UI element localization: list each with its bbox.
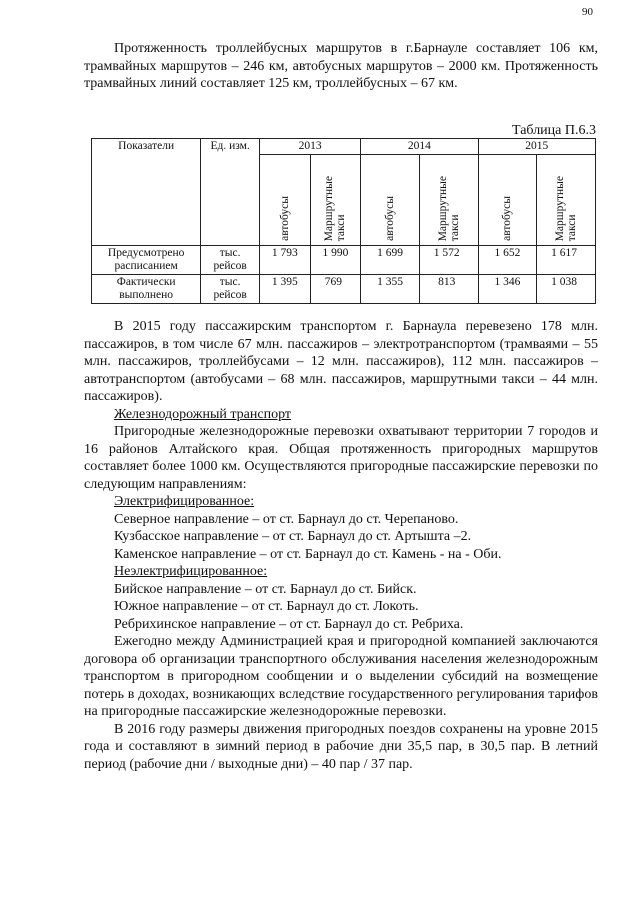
intro-paragraph bbox=[84, 40, 598, 93]
table-cell: 813 bbox=[419, 275, 478, 304]
table-cell: 769 bbox=[310, 275, 361, 304]
header-unit: Ед. изм. bbox=[201, 139, 260, 246]
row-unit: тыс. рейсов bbox=[201, 275, 260, 304]
direction-item: Северное направление – от ст. Барнаул до ст. Черепаново. bbox=[114, 511, 459, 527]
table-cell: 1 617 bbox=[537, 246, 596, 275]
row-label: Предусмотрено расписанием bbox=[92, 246, 201, 275]
table-row bbox=[92, 275, 596, 304]
table-cell: 1 990 bbox=[310, 246, 361, 275]
table-cell: 1 346 bbox=[478, 275, 537, 304]
paragraph-2015: В 2015 году пассажирским транспортом г. Барнаула перевезено 178 млн. пассажиров, в том числе 67 млн. пассажиров – электротранспортом (трамваями – 55 млн. пассажиров, троллейбусами – 12 млн. пассажиров), 112 млн. пассажиров – автотранспортом (автобусами – 68 млн. пассажиров, маршрутными такси – 44 млн. пассажиров). bbox=[84, 319, 598, 404]
header-year: 2013 bbox=[259, 139, 360, 155]
table-cell: 1 355 bbox=[361, 275, 420, 304]
table-cell: 1 699 bbox=[361, 246, 420, 275]
contracts-paragraph: Ежегодно между Администрацией края и пригородной компанией заключаются договора об организации транспортного обслуживания населения железнодорожным транспортом в пригородном сообщении и о выделении субсидий на возмещение потерь в доходах, возникающих вследствие государственного регулирования тарифов на пригородные пассажирские железнодорожные перевозки. bbox=[84, 634, 598, 719]
row-label: Фактически выполнено bbox=[92, 275, 201, 304]
subheader-bus: автобусы bbox=[259, 155, 310, 246]
direction-item: Бийское направление – от ст. Барнаул до ст. Бийск. bbox=[114, 581, 417, 597]
header-indicators: Показатели bbox=[92, 139, 201, 246]
table-cell: 1 572 bbox=[419, 246, 478, 275]
schedule-paragraph: В 2016 году размеры движения пригородных поездов сохранены на уровне 2015 года и составляют в зимний период в рабочие дни 35,5 пар, в 30,5 пар. В летний период (рабочие дни / выходные дни) – 40 пар / 37 пар. bbox=[84, 721, 598, 772]
table-cell: 1 038 bbox=[537, 275, 596, 304]
page-number: 90 bbox=[582, 6, 593, 18]
rail-heading: Железнодорожный транспорт bbox=[114, 406, 292, 422]
table-header-row bbox=[92, 139, 596, 155]
row-unit: тыс. рейсов bbox=[201, 246, 260, 275]
direction-item: Кузбасское направление – от ст. Барнаул до ст. Артышта –2. bbox=[114, 529, 472, 544]
table-row bbox=[92, 246, 596, 275]
intro-text: Протяженность троллейбусных маршрутов в г.Барнауле составляет 106 км, трамвайных маршрутов – 246 км, автобусных маршрутов – 2000 км. Протяженность трамвайных линий составляет 125 км, троллейбусных – 67 км. bbox=[84, 41, 598, 91]
direction-item: Ребрихинское направление – от ст. Барнаул до ст. Ребриха. bbox=[114, 616, 464, 632]
body-text bbox=[84, 318, 598, 773]
rail-intro: Пригородные железнодорожные перевозки охватывают территории 7 городов и 16 районов Алтайского края. Общая протяженность пригородных маршрутов составляет более 1000 км. Осуществляются пригородные пассажирские перевозки по следующим направлениям: bbox=[84, 424, 598, 492]
statistics-table bbox=[91, 138, 596, 304]
subheader-bus: автобусы bbox=[478, 155, 537, 246]
subheader-taxi: Маршрутные такси bbox=[537, 155, 596, 246]
subheader-taxi: Маршрутные такси bbox=[419, 155, 478, 246]
direction-item: Каменское направление – от ст. Барнаул до ст. Камень - на - Оби. bbox=[114, 546, 502, 562]
subheader-bus: автобусы bbox=[361, 155, 420, 246]
header-year: 2014 bbox=[361, 139, 478, 155]
non-electrified-heading: Неэлектрифицированное: bbox=[114, 564, 268, 579]
table-cell: 1 652 bbox=[478, 246, 537, 275]
direction-item: Южное направление – от ст. Барнаул до ст. Локоть. bbox=[114, 599, 419, 614]
table-cell: 1 793 bbox=[259, 246, 310, 275]
table-cell: 1 395 bbox=[259, 275, 310, 304]
table-caption: Таблица П.6.3 bbox=[512, 123, 596, 138]
header-year: 2015 bbox=[478, 139, 595, 155]
electrified-heading: Электрифицированное: bbox=[114, 494, 255, 509]
subheader-taxi: Маршрутные такси bbox=[310, 155, 361, 246]
